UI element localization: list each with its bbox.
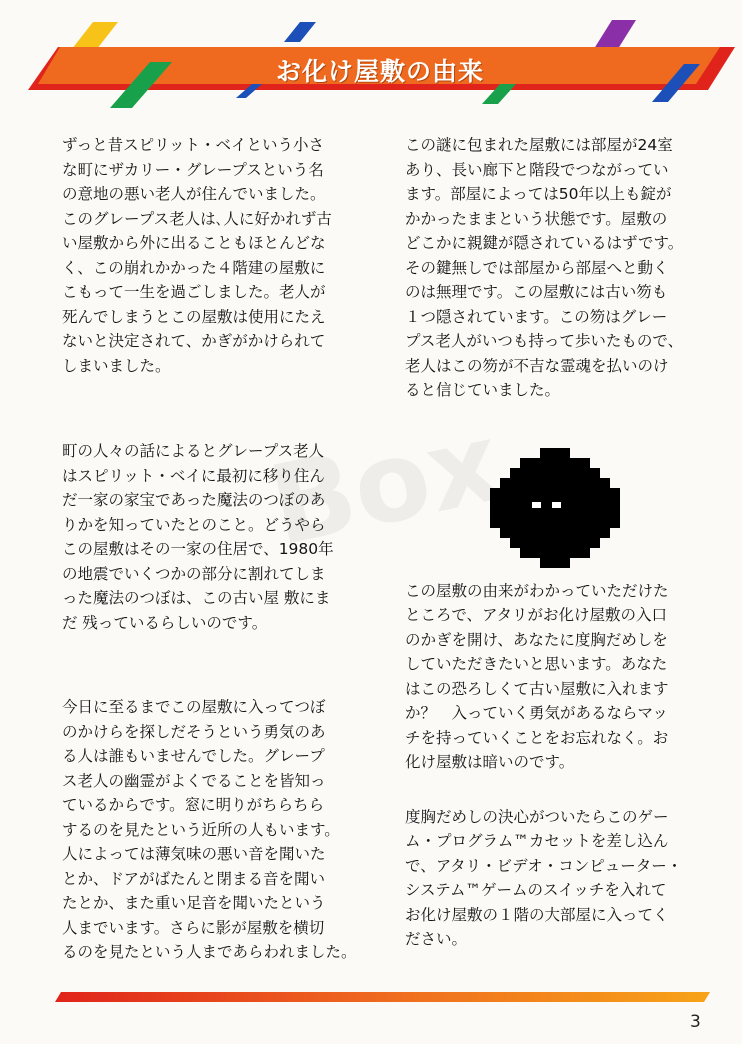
blue-stripe-top: [284, 22, 316, 42]
paragraph-left-3: 今日に至るまでこの屋敷に入ってつぼ のかけらを探しだそうという勇気のあ る人は誰もいませんでした。グレープ ス老人の幽霊がよくでることを皆知っ ているからです。窓に明りがちらちら するのを見たという近所の人もいます。 人によっては薄気味の悪い音を聞いた とか、ドアがばたんと閉まる音を聞い たとか、また重い足音を聞いたという 人までいます。さらに影が屋敷を横切 るのを見たという人まであらわれました。: [62, 698, 357, 961]
left-column: [62, 133, 392, 965]
paragraph-right-1: この謎に包まれた屋敷には部屋が24室 あり、長い廊下と階段でつながってい ます。部屋によっては50年以上も錠が かかったままという状態です。屋敷の どこかに親鍵が隠されているはずです。 その鍵無しでは部屋から部屋へと動く のは無理です。この屋敷には古い笏も １つ隠されています。この笏はグレー プス老人がいつも持って歩いたもので、 老人はこの笏が不吉な霊魂を払いのけ ると信じていました。: [405, 136, 684, 399]
watermark-logo: Box: [259, 397, 512, 571]
ghost-eye-right: [552, 502, 561, 508]
paragraph-right-2: この屋敷の由来がわかっていただけた ところで、アタリがお化け屋敷の入口 のかぎを開け、あなたに度胸だめしを していただきたいと思います。あなた はこの恐ろしくて古い屋敷に入れます か？ 入っていく勇気があるならマッ チを持っていくことをお忘れなく。お 化け屋敷は暗いのです。: [405, 581, 669, 771]
footer-stripe: [55, 992, 710, 1002]
page-number: 3: [690, 1012, 701, 1032]
paragraph-left-1: ずっと昔スピリット・ベイという小さ な町にザカリー・グレープスという名 の意地の悪い老人が住んでいました。 このグレープス老人は､人に好かれず古 い屋敷から外に出ることもほとんどな く、この崩れかかった４階建の屋敷に こもって一生を過ごしました。老人が 死んでしまうとこの屋敷は使用にたえ ないと決定されて、かぎがかけられて しまいました。: [62, 136, 332, 375]
paragraph-left-2: 町の人々の話によるとグレープス老人 はスピリット・ベイに最初に移り住ん だ一家の家宝であった魔法のつぼのあ りかを知っていたとのこと。どうやら この屋敷はその一家の住居で、1980年 の地震でいくつかの部分に割れてしま った魔法のつぼは、この古い屋 敷にま だ 残っているらしいのです。: [62, 442, 334, 632]
pixel-ghost-icon: [490, 448, 620, 568]
header-banner: [0, 0, 742, 110]
page-title: お化け屋敷の由来: [275, 57, 484, 86]
paragraph-right-3: 度胸だめしの決心がついたらこのゲー ム・プログラム™カセットを差し込ん で、アタリ・ビデオ・コンピューター・ システム™ゲームのスイッチを入れて お化け屋敷の１階の大部屋に入ってく ださい。: [405, 807, 683, 948]
ghost-eye-left: [532, 502, 541, 508]
